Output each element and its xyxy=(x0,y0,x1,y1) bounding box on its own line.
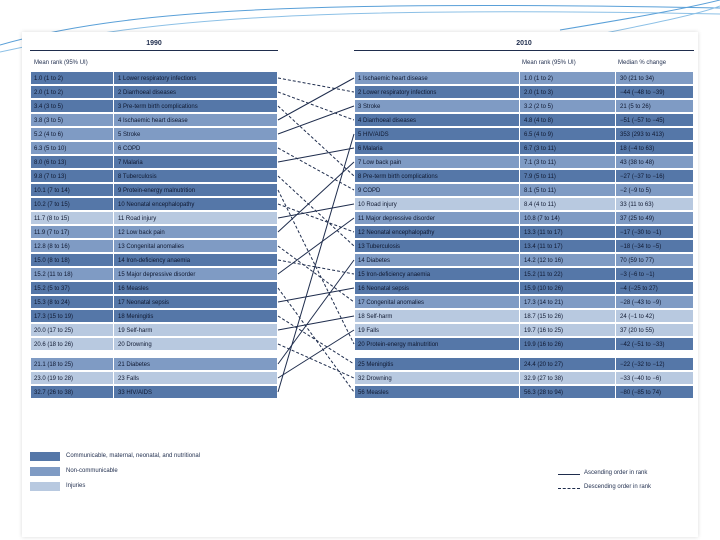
cause-2010-cell: 13 Tuberculosis xyxy=(358,244,401,250)
cause-2010-cell: 15 Iron-deficiency anaemia xyxy=(358,272,431,278)
connector-line xyxy=(278,78,354,92)
rank-1990-cell: 15.2 (5 to 37) xyxy=(34,286,70,292)
legend-label: Non-communicable xyxy=(66,468,118,474)
cause-1990-cell: 4 Ischaemic heart disease xyxy=(118,118,188,124)
cause-2010-cell: 16 Neonatal sepsis xyxy=(358,286,410,292)
cause-1990-cell: 2 Diarrhoeal diseases xyxy=(118,90,177,96)
rank-2010-cell: 7.9 (5 to 11) xyxy=(524,174,556,180)
change-2010-cell: 33 (11 to 63) xyxy=(620,202,654,208)
connector-line xyxy=(278,190,354,344)
rank-1990-cell: 9.8 (7 to 13) xyxy=(34,174,67,180)
change-2010-cell: 24 (−1 to 42) xyxy=(620,314,655,320)
cause-1990-cell: 5 Stroke xyxy=(118,132,141,138)
rank-2010-cell: 13.3 (11 to 17) xyxy=(524,230,563,236)
left-rank-header: Mean rank (95% UI) xyxy=(34,60,88,66)
legend-label: Communicable, maternal, neonatal, and nutritional xyxy=(66,453,201,459)
rank-1990-cell: 6.3 (5 to 10) xyxy=(34,146,67,152)
cause-1990-cell: 7 Malaria xyxy=(118,160,143,166)
rank-1990-cell: 3.4 (3 to 5) xyxy=(34,104,64,110)
cause-2010-cell: 32 Drowning xyxy=(358,376,392,382)
rank-1990-cell: 32.7 (26 to 38) xyxy=(34,390,74,396)
cause-2010-cell: 10 Road injury xyxy=(358,202,397,208)
change-2010-cell: −80 (−85 to 74) xyxy=(620,390,662,396)
cause-1990-cell: 11 Road injury xyxy=(118,216,157,222)
connector-line xyxy=(278,246,354,302)
rank-2010-cell: 15.2 (11 to 22) xyxy=(524,272,563,278)
rank-1990-cell: 11.9 (7 to 17) xyxy=(34,230,70,236)
cause-1990-cell: 33 HIV/AIDS xyxy=(118,390,153,396)
change-2010-cell: 353 (293 to 413) xyxy=(620,132,665,138)
change-2010-cell: −51 (−57 to −45) xyxy=(620,118,665,124)
cause-2010-cell: 4 Diarrhoeal diseases xyxy=(358,118,417,124)
connector-line xyxy=(278,260,354,364)
cause-2010-cell: 18 Self-harm xyxy=(358,314,393,320)
rank-1990-cell: 15.3 (8 to 24) xyxy=(34,300,70,306)
rank-2010-cell: 18.7 (15 to 26) xyxy=(524,314,564,320)
rank-2010-cell: 56.3 (28 to 94) xyxy=(524,390,564,396)
connector-line xyxy=(278,148,354,162)
rank-2010-cell: 10.8 (7 to 14) xyxy=(524,216,560,222)
cause-1990-cell: 15 Major depressive disorder xyxy=(118,272,196,278)
change-2010-cell: −33 (−40 to −6) xyxy=(620,376,662,382)
change-2010-cell: 18 (−4 to 63) xyxy=(620,146,655,152)
cause-2010-cell: 25 Meningitis xyxy=(358,362,394,368)
rank-2010-cell: 3.2 (2 to 5) xyxy=(524,104,554,110)
rank-2010-cell: 24.4 (20 to 27) xyxy=(524,362,564,368)
rank-2010-cell: 4.8 (4 to 8) xyxy=(524,118,554,124)
legend-swatch xyxy=(30,452,60,461)
change-2010-cell: −18 (−34 to −5) xyxy=(620,244,662,250)
rank-1990-cell: 12.8 (8 to 16) xyxy=(34,244,70,250)
cause-2010-cell: 12 Neonatal encephalopathy xyxy=(358,230,435,236)
cause-1990-cell: 13 Congenital anomalies xyxy=(118,244,185,250)
cause-1990-cell: 21 Diabetes xyxy=(118,362,151,368)
cause-2010-cell: 8 Pre-term birth complications xyxy=(358,174,438,180)
cause-1990-cell: 16 Measles xyxy=(118,286,149,292)
rank-1990-cell: 17.3 (15 to 19) xyxy=(34,314,74,320)
cause-1990-cell: 12 Low back pain xyxy=(118,230,165,236)
cause-1990-cell: 20 Drowning xyxy=(118,342,152,348)
right-change-header: Median % change xyxy=(618,60,667,66)
year-label-1990: 1990 xyxy=(146,40,162,47)
change-2010-cell: −17 (−30 to −1) xyxy=(620,230,662,236)
rank-2010-cell: 14.2 (12 to 16) xyxy=(524,258,564,264)
connector-line xyxy=(278,204,354,218)
cause-1990-cell: 10 Neonatal encephalopathy xyxy=(118,202,195,208)
change-2010-cell: 37 (25 to 49) xyxy=(620,216,655,222)
rank-2010-cell: 19.9 (16 to 26) xyxy=(524,342,564,348)
cause-1990-cell: 9 Protein-energy malnutrition xyxy=(118,188,196,194)
cause-2010-cell: 2 Lower respiratory infections xyxy=(358,90,437,96)
connector-line xyxy=(278,218,354,274)
rank-2010-cell: 7.1 (3 to 11) xyxy=(524,160,556,166)
cause-1990-cell: 1 Lower respiratory infections xyxy=(118,76,197,82)
change-2010-cell: 43 (38 to 48) xyxy=(620,160,655,166)
rank-1990-cell: 10.2 (7 to 15) xyxy=(34,202,70,208)
connector-line xyxy=(278,148,354,190)
cause-1990-cell: 8 Tuberculosis xyxy=(118,174,157,180)
cause-2010-cell: 7 Low back pain xyxy=(358,160,402,166)
rank-2010-cell: 6.5 (4 to 9) xyxy=(524,132,554,138)
rank-1990-cell: 21.1 (18 to 25) xyxy=(34,362,74,368)
change-2010-cell: −44 (−48 to −39) xyxy=(620,90,665,96)
cause-2010-cell: 17 Congenital anomalies xyxy=(358,300,425,306)
cause-1990-cell: 3 Pre-term birth complications xyxy=(118,104,198,110)
cause-2010-cell: 1 Ischaemic heart disease xyxy=(358,76,428,82)
change-2010-cell: −3 (−6 to −1) xyxy=(620,272,655,278)
cause-2010-cell: 5 HIV/AIDS xyxy=(358,132,389,138)
legend-label: Injuries xyxy=(66,483,86,489)
rank-2010-cell: 17.3 (14 to 21) xyxy=(524,300,564,306)
cause-1990-cell: 23 Falls xyxy=(118,376,140,382)
cause-1990-cell: 14 Iron-deficiency anaemia xyxy=(118,258,191,264)
connector-line xyxy=(278,92,354,120)
connector-line xyxy=(278,134,354,392)
rank-1990-cell: 23.0 (19 to 28) xyxy=(34,376,74,382)
rank-2010-cell: 15.9 (10 to 26) xyxy=(524,286,564,292)
rank-1990-cell: 15.0 (8 to 18) xyxy=(34,258,70,264)
year-label-2010: 2010 xyxy=(516,40,532,47)
line-legend-swatch xyxy=(558,488,580,489)
rank-2010-cell: 6.7 (3 to 11) xyxy=(524,146,556,152)
rank-1990-cell: 11.7 (8 to 15) xyxy=(34,216,70,222)
cause-2010-cell: 11 Major depressive disorder xyxy=(358,216,435,222)
rank-1990-cell: 3.8 (3 to 5) xyxy=(34,118,64,124)
cause-1990-cell: 6 COPD xyxy=(118,146,141,152)
change-2010-cell: 70 (59 to 77) xyxy=(620,258,655,264)
connector-line xyxy=(278,288,354,302)
right-rank-header: Mean rank (95% UI) xyxy=(522,60,576,66)
change-2010-cell: 37 (20 to 55) xyxy=(620,328,655,334)
cause-1990-cell: 18 Meningitis xyxy=(118,314,154,320)
rank-1990-cell: 20.0 (17 to 25) xyxy=(34,328,74,334)
change-2010-cell: −28 (−43 to −9) xyxy=(620,300,662,306)
rank-1990-cell: 8.0 (6 to 13) xyxy=(34,160,67,166)
legend-swatch xyxy=(30,467,60,476)
change-2010-cell: 21 (5 to 26) xyxy=(620,104,651,110)
change-2010-cell: −22 (−32 to −12) xyxy=(620,362,665,368)
connector-line xyxy=(278,204,354,232)
rank-2010-cell: 8.4 (4 to 11) xyxy=(524,202,556,208)
rank-2010-cell: 8.1 (5 to 11) xyxy=(524,188,556,194)
rank-2010-cell: 32.9 (27 to 38) xyxy=(524,376,564,382)
connector-line xyxy=(278,288,354,392)
change-2010-cell: −27 (−37 to −16) xyxy=(620,174,665,180)
rank-1990-cell: 10.1 (7 to 14) xyxy=(34,188,70,194)
cause-2010-cell: 56 Measles xyxy=(358,390,389,396)
legend-swatch xyxy=(30,482,60,491)
connector-line xyxy=(278,78,354,120)
rank-1990-cell: 15.2 (11 to 18) xyxy=(34,272,73,278)
change-2010-cell: 30 (21 to 34) xyxy=(620,76,655,82)
cause-2010-cell: 14 Diabetes xyxy=(358,258,391,264)
rank-2010-cell: 19.7 (16 to 25) xyxy=(524,328,564,334)
line-legend-swatch xyxy=(558,474,580,475)
cause-2010-cell: 20 Protein-energy malnutrition xyxy=(358,342,439,348)
rank-1990-cell: 5.2 (4 to 6) xyxy=(34,132,64,138)
rank-1990-cell: 20.6 (18 to 26) xyxy=(34,342,74,348)
cause-2010-cell: 19 Falls xyxy=(358,328,380,334)
cause-1990-cell: 17 Neonatal sepsis xyxy=(118,300,170,306)
rank-2010-cell: 13.4 (11 to 17) xyxy=(524,244,563,250)
rank-1990-cell: 2.0 (1 to 2) xyxy=(34,90,64,96)
change-2010-cell: −42 (−51 to −33) xyxy=(620,342,665,348)
cause-1990-cell: 19 Self-harm xyxy=(118,328,153,334)
change-2010-cell: −4 (−25 to 27) xyxy=(620,286,658,292)
line-legend-label: Ascending order in rank xyxy=(584,470,648,476)
rank-1990-cell: 1.0 (1 to 2) xyxy=(34,76,64,82)
line-legend-label: Descending order in rank xyxy=(584,484,652,490)
cause-2010-cell: 3 Stroke xyxy=(358,104,381,110)
connector-line xyxy=(278,316,354,330)
rank-2010-cell: 2.0 (1 to 3) xyxy=(524,90,554,96)
cause-2010-cell: 9 COPD xyxy=(358,188,381,194)
rank-2010-cell: 1.0 (1 to 2) xyxy=(524,76,554,82)
change-2010-cell: −2 (−9 to 5) xyxy=(620,188,652,194)
connector-line xyxy=(278,106,354,176)
connector-line xyxy=(278,106,354,134)
cause-2010-cell: 6 Malaria xyxy=(358,146,383,152)
